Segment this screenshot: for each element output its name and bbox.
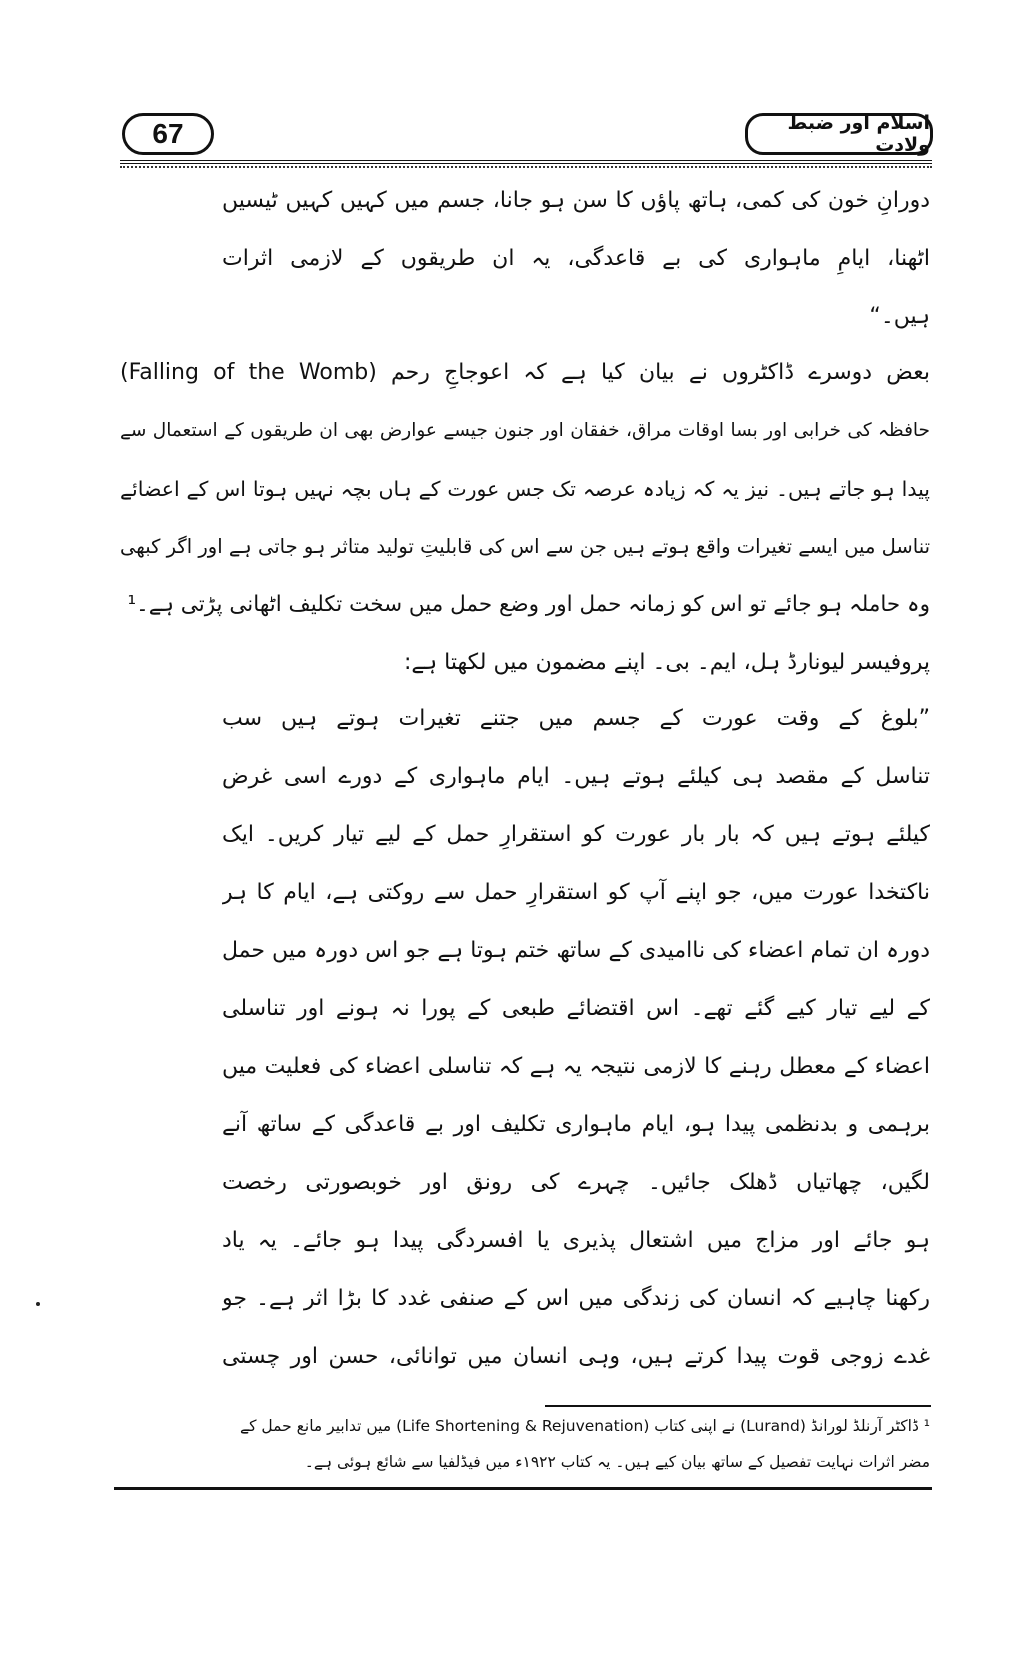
header-rule-dotted [120,166,932,168]
header-rule [120,160,932,164]
footnote-rule [545,1405,931,1407]
paragraph-line-2: حافظہ کی خرابی اور بسا اوقات مراق، خفقان اور جنون جیسے عوارض بھی ان طریقوں کے استعمال سے [120,420,930,441]
page-number [122,113,214,155]
paragraph-line-4: تناسل میں ایسے تغیرات واقع ہوتے ہیں جن سے اس کی قابلیتِ تولید متاثر ہو جاتی ہے اور اگر کبھی [120,535,930,558]
quote-line-11: رکھنا چاہیے کہ انسان کی زندگی میں اس کے صنفی غدد کا بڑا اثر ہے۔ جو [222,1286,930,1311]
bottom-rule [114,1487,932,1490]
quote-line-10: ہو جائے اور مزاج میں اشتعال پذیری یا افسردگی پیدا ہو جائے۔ یہ یاد [222,1228,930,1253]
paragraph-line-5: وہ حاملہ ہو جائے تو اس کو زمانہ حمل اور وضع حمل میں سخت تکلیف اٹھانی پڑتی ہے۔¹ [127,592,930,617]
footnote-line-1: ¹ ڈاکٹر آرنلڈ لورانڈ (Lurand) نے اپنی کتاب (Life Shortening & Rejuvenation) میں تدابیر مانع حمل کے [240,1417,930,1435]
running-header-title-text: اسلام اور ضبط ولادت [787,112,930,156]
page-number-text: 67 [152,118,184,149]
quote-line-2: تناسل کے مقصد ہی کیلئے ہوتے ہیں۔ ایام ماہواری کے دورے اسی غرض [222,764,930,789]
quote-intro-line-3: ہیں۔“ [869,304,930,329]
paragraph-line-3: پیدا ہو جاتے ہیں۔ نیز یہ کہ زیادہ عرصہ تک جس عورت کے ہاں بچہ نہیں ہوتا اس کے اعضائے [120,477,930,501]
quote-line-5: دورہ ان تمام اعضاء کی ناامیدی کے ساتھ ختم ہوتا ہے جو اس دورہ میں حمل [222,938,930,963]
quote-line-1: ”بلوغ کے وقت عورت کے جسم میں جتنے تغیرات ہوتے ہیں سب [222,706,930,731]
quote-intro-line-2: اٹھنا، ایامِ ماہواری کی بے قاعدگی، یہ ان طریقوں کے لازمی اثرات [222,246,930,271]
quote-intro-line-1: دورانِ خون کی کمی، ہاتھ پاؤں کا سن ہو جانا، جسم میں کہیں کہیں ٹیسیں [222,188,930,213]
paragraph-line-1: بعض دوسرے ڈاکٹروں نے بیان کیا ہے کہ اعوجاجِ رحم (Falling of the Womb) [120,360,930,385]
quote-attribution-line: پروفیسر لیونارڈ ہل، ایم۔ بی۔ اپنے مضمون میں لکھتا ہے: [403,650,930,675]
quote-line-12: غدے زوجی قوت پیدا کرتے ہیں، وہی انسان میں توانائی، حسن اور چستی [222,1344,930,1369]
quote-line-9: لگیں، چھاتیاں ڈھلک جائیں۔ چہرے کی رونق اور خوبصورتی رخصت [222,1170,930,1195]
quote-line-3: کیلئے ہوتے ہیں کہ بار بار عورت کو استقرارِ حمل کے لیے تیار کریں۔ ایک [222,822,930,847]
running-header-title [745,113,933,155]
footnote-line-2: مضر اثرات نہایت تفصیل کے ساتھ بیان کیے ہیں۔ یہ کتاب ۱۹۲۲ء میں فیڈلفیا سے شائع ہوئی ہے۔ [304,1453,930,1471]
quote-line-6: کے لیے تیار کیے گئے تھے۔ اس اقتضائے طبعی کے پورا نہ ہونے اور تناسلی [222,996,930,1021]
quote-line-4: ناکتخدا عورت میں، جو اپنے آپ کو استقرارِ حمل سے روکتی ہے، ایام کا ہر [222,880,930,905]
quote-line-7: اعضاء کے معطل رہنے کا لازمی نتیجہ یہ ہے کہ تناسلی اعضاء کی فعلیت میں [222,1054,930,1079]
stray-ink-dot [36,1302,40,1306]
quote-line-8: برہمی و بدنظمی پیدا ہو، ایام ماہواری تکلیف اور بے قاعدگی کے ساتھ آنے [222,1112,930,1137]
